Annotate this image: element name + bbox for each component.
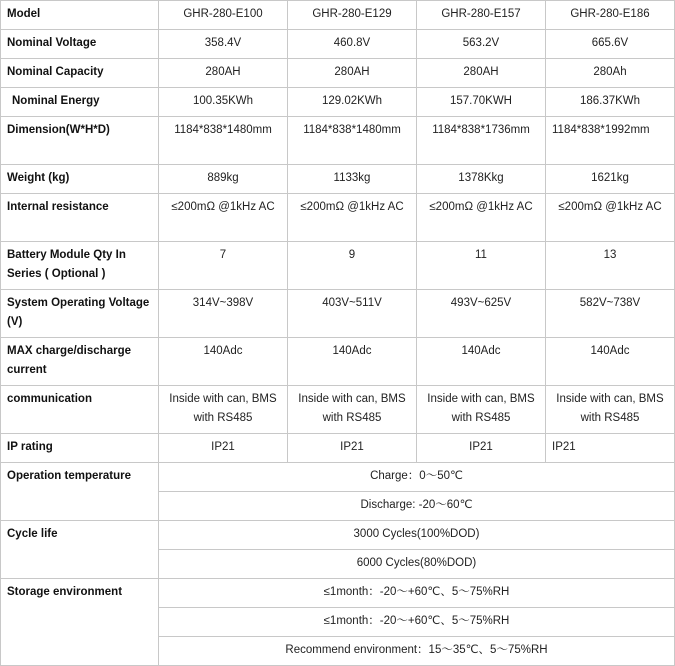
model-name: GHR-280-E100	[159, 1, 288, 30]
table-cell: ≤1month：-20～+60℃、5～75%RH	[159, 608, 675, 637]
table-row	[1, 194, 675, 242]
table-cell: 889kg	[159, 165, 288, 194]
table-cell: IP21	[546, 434, 675, 463]
table-cell: 140Adc	[417, 338, 546, 386]
table-row	[1, 1, 675, 30]
row-label: Nominal Voltage	[1, 30, 159, 59]
table-cell: 7	[159, 242, 288, 290]
table-cell: ≤1month：-20～+60℃、5～75%RH	[159, 579, 675, 608]
table-cell: 563.2V	[417, 30, 546, 59]
table-cell: 157.70KWH	[417, 88, 546, 117]
table-row	[1, 386, 675, 434]
table-cell: 13	[546, 242, 675, 290]
row-label: Nominal Capacity	[1, 59, 159, 88]
table-cell: 280AH	[417, 59, 546, 88]
row-label: IP rating	[1, 434, 159, 463]
table-cell: 1184*838*1736mm	[417, 117, 546, 165]
table-cell: Recommend environment：15～35℃、5～75%RH	[159, 637, 675, 666]
row-label: Dimension(W*H*D)	[1, 117, 159, 165]
row-label: Weight (kg)	[1, 165, 159, 194]
row-label: Cycle life	[1, 521, 159, 579]
table-cell: ≤200mΩ @1kHz AC	[288, 194, 417, 242]
row-label: Storage environment	[1, 579, 159, 666]
table-cell: 582V~738V	[546, 290, 675, 338]
model-name: GHR-280-E157	[417, 1, 546, 30]
table-cell: 186.37KWh	[546, 88, 675, 117]
table-cell: 358.4V	[159, 30, 288, 59]
table-cell: 403V~511V	[288, 290, 417, 338]
table-cell: 1184*838*1992mm	[546, 117, 675, 165]
row-label: Internal resistance	[1, 194, 159, 242]
table-row	[1, 290, 675, 338]
table-cell: 9	[288, 242, 417, 290]
table-row	[1, 242, 675, 290]
row-label: MAX charge/discharge current	[1, 338, 159, 386]
table-cell: 1184*838*1480mm	[288, 117, 417, 165]
model-name: GHR-280-E186	[546, 1, 675, 30]
table-cell: 280Ah	[546, 59, 675, 88]
table-cell: 280AH	[288, 59, 417, 88]
table-row	[1, 30, 675, 59]
table-cell: ≤200mΩ @1kHz AC	[159, 194, 288, 242]
table-cell: Charge：0～50℃	[159, 463, 675, 492]
table-cell: IP21	[417, 434, 546, 463]
table-cell: 1133kg	[288, 165, 417, 194]
table-cell: 314V~398V	[159, 290, 288, 338]
table-cell: 493V~625V	[417, 290, 546, 338]
row-label: Battery Module Qty In Series ( Optional )	[1, 242, 159, 290]
table-cell: 460.8V	[288, 30, 417, 59]
row-label: Model	[1, 1, 159, 30]
row-label: System Operating Voltage (V)	[1, 290, 159, 338]
table-cell: 129.02KWh	[288, 88, 417, 117]
table-cell: Discharge: -20～60℃	[159, 492, 675, 521]
table-cell: IP21	[159, 434, 288, 463]
table-cell: ≤200mΩ @1kHz AC	[417, 194, 546, 242]
row-label: Operation temperature	[1, 463, 159, 521]
table-row	[1, 579, 675, 608]
row-label: communication	[1, 386, 159, 434]
table-row	[1, 463, 675, 492]
table-cell: 100.35KWh	[159, 88, 288, 117]
table-cell: 140Adc	[288, 338, 417, 386]
table-cell: ≤200mΩ @1kHz AC	[546, 194, 675, 242]
table-cell: 140Adc	[546, 338, 675, 386]
table-row	[1, 117, 675, 165]
table-cell: Inside with can, BMS with RS485	[159, 386, 288, 434]
table-cell: 280AH	[159, 59, 288, 88]
table-row	[1, 88, 675, 117]
table-cell: 6000 Cycles(80%DOD)	[159, 550, 675, 579]
table-row	[1, 521, 675, 550]
table-row	[1, 338, 675, 386]
table-cell: IP21	[288, 434, 417, 463]
table-cell: 1621kg	[546, 165, 675, 194]
row-label: Nominal Energy	[1, 88, 159, 117]
table-row	[1, 165, 675, 194]
table-cell: Inside with can, BMS with RS485	[546, 386, 675, 434]
table-cell: 140Adc	[159, 338, 288, 386]
table-cell: 1184*838*1480mm	[159, 117, 288, 165]
model-name: GHR-280-E129	[288, 1, 417, 30]
table-cell: 1378Kkg	[417, 165, 546, 194]
table-cell: 665.6V	[546, 30, 675, 59]
table-row	[1, 434, 675, 463]
table-cell: Inside with can, BMS with RS485	[417, 386, 546, 434]
table-cell: 11	[417, 242, 546, 290]
table-cell: 3000 Cycles(100%DOD)	[159, 521, 675, 550]
table-row	[1, 59, 675, 88]
table-cell: Inside with can, BMS with RS485	[288, 386, 417, 434]
